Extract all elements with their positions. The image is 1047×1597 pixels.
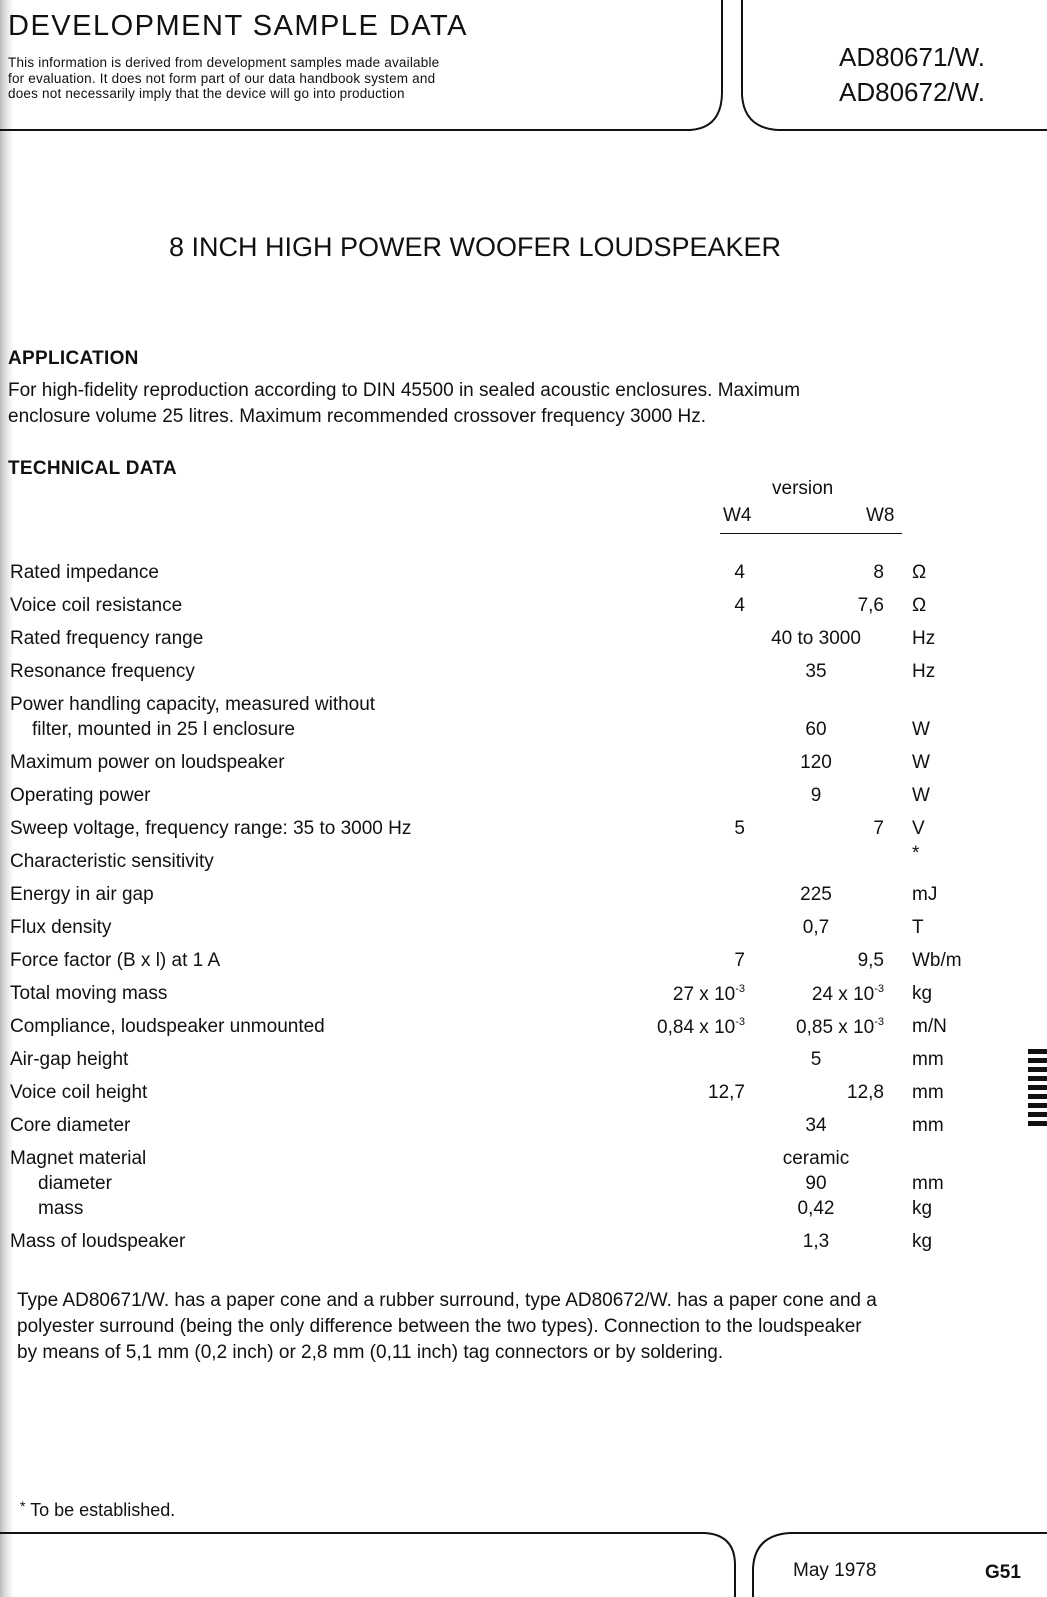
header-notice: [8, 55, 508, 102]
unit: mm: [912, 1115, 944, 1136]
table-row: [0, 562, 1047, 588]
unit: mJ: [912, 884, 938, 905]
footnote-text: To be established.: [30, 1500, 176, 1520]
table-row: [0, 1082, 1047, 1108]
notes-line: Type AD80671/W. has a paper cone and a rubber surround, type AD80672/W. has a paper cone and a: [17, 1290, 877, 1311]
table-row: [0, 884, 1047, 910]
unit: mm: [912, 1173, 944, 1194]
row-label: Flux density: [10, 917, 112, 938]
header-notice-line: This information is derived from development samples made available: [8, 55, 440, 70]
table-row: [0, 628, 1047, 654]
w8-value: 7: [873, 818, 884, 839]
common-value: 0,42: [797, 1198, 835, 1219]
tab-mark: [1028, 1058, 1047, 1063]
part-number-2: AD80672/W.: [839, 77, 985, 107]
row-label: Force factor (B x l) at 1 A: [10, 950, 221, 971]
row-label: Rated frequency range: [10, 628, 204, 649]
notes-line: by means of 5,1 mm (0,2 inch) or 2,8 mm (0,11 inch) tag connectors or by soldering.: [17, 1342, 724, 1363]
common-value: 40 to 3000: [771, 628, 861, 649]
application-heading: APPLICATION: [8, 348, 139, 369]
column-header-w4: W4: [723, 505, 752, 526]
version-label: version: [772, 478, 834, 499]
unit: Ω: [912, 595, 927, 616]
w4-value: 7: [734, 950, 745, 971]
technical-data-heading: TECHNICAL DATA: [8, 458, 177, 479]
table-row: [0, 595, 1047, 621]
common-value: 225: [800, 884, 832, 905]
w8-value: 0,85 x $10^{-3}$: [796, 1016, 884, 1038]
unit: kg: [912, 1231, 933, 1252]
w4-value: 5: [734, 818, 745, 839]
unit: T: [912, 917, 924, 938]
w8-value: 12,8: [847, 1082, 884, 1103]
application-line: enclosure volume 25 litres. Maximum recommended crossover frequency 3000 Hz.: [8, 406, 707, 427]
page-number: G51: [985, 1562, 1021, 1583]
common-value: 35: [805, 661, 827, 682]
footnote-mark: *: [912, 843, 920, 864]
unit: kg: [912, 983, 933, 1004]
table-row: [0, 694, 1047, 740]
common-value: 120: [800, 752, 832, 773]
unit: kg: [912, 1198, 933, 1219]
unit: Ω: [912, 562, 927, 583]
table-row: [0, 1016, 1047, 1042]
row-label: Energy in air gap: [10, 884, 154, 905]
tab-mark: [1028, 1103, 1047, 1108]
table-row: [0, 983, 1047, 1009]
w8-value: 8: [873, 562, 884, 583]
w4-value: 0,84 x $10^{-3}$: [657, 1016, 745, 1038]
unit: W: [912, 785, 930, 806]
footer-date: May 1978: [793, 1560, 877, 1581]
table-row: [0, 785, 1047, 811]
notes-paragraph: [17, 1288, 977, 1366]
row-label: Resonance frequency: [10, 661, 195, 682]
row-label: Characteristic sensitivity: [10, 851, 214, 872]
w8-value: 24 x $10^{-3}$: [811, 983, 884, 1005]
tab-mark: [1028, 1112, 1047, 1117]
row-sublabel: mass: [38, 1198, 84, 1219]
row-label: Air-gap height: [10, 1049, 129, 1070]
w8-value: 9,5: [857, 950, 884, 971]
notes-line: polyester surround (being the only difference between the two types). Connection to the loudspeaker: [17, 1316, 862, 1337]
application-text: [8, 378, 968, 430]
unit: Wb/m: [912, 950, 962, 971]
row-label: Mass of loudspeaker: [10, 1231, 186, 1252]
common-value: 34: [805, 1115, 827, 1136]
table-row: [0, 1198, 1047, 1224]
application-line: For high-fidelity reproduction according to DIN 45500 in sealed acoustic enclosures. Maximum: [8, 380, 801, 401]
common-value: 1,3: [802, 1231, 830, 1252]
row-label: Maximum power on loudspeaker: [10, 752, 285, 773]
table-row: [0, 950, 1047, 976]
unit: W: [912, 752, 930, 773]
tab-mark: [1028, 1085, 1047, 1090]
table-row: [0, 1231, 1047, 1257]
table-row: [0, 752, 1047, 778]
unit: V: [912, 818, 925, 839]
common-value: 9: [810, 785, 822, 806]
w4-value: 4: [734, 595, 745, 616]
row-label: Magnet material: [10, 1148, 147, 1169]
column-header-w8: W8: [866, 505, 895, 526]
w8-value: 7,6: [857, 595, 884, 616]
table-row: [0, 1148, 1047, 1174]
table-row: [0, 1173, 1047, 1199]
table-row: [0, 917, 1047, 943]
unit: m/N: [912, 1016, 947, 1037]
column-header-rule: [720, 533, 902, 534]
footnote: [20, 1498, 175, 1521]
row-label: Voice coil resistance: [10, 595, 183, 616]
unit: Hz: [912, 661, 936, 682]
unit: W: [912, 719, 930, 740]
table-row: [0, 661, 1047, 687]
row-label: Core diameter: [10, 1115, 131, 1136]
row-label: Compliance, loudspeaker unmounted: [10, 1016, 325, 1037]
table-row: [0, 818, 1047, 844]
tab-mark: [1028, 1094, 1047, 1099]
common-value: ceramic: [782, 1148, 850, 1169]
common-value: 5: [810, 1049, 822, 1070]
row-label: Power handling capacity, measured without: [10, 694, 376, 715]
row-sublabel: diameter: [38, 1173, 112, 1194]
w4-value: 4: [734, 562, 745, 583]
table-row: [0, 843, 1047, 877]
unit: mm: [912, 1082, 944, 1103]
tab-mark: [1028, 1076, 1047, 1081]
tab-mark: [1028, 1067, 1047, 1072]
row-label: Sweep voltage, frequency range: 35 to 3000 Hz: [10, 818, 412, 839]
common-value: 90: [805, 1173, 827, 1194]
tab-mark: [1028, 1049, 1047, 1054]
header-notice-line: for evaluation. It does not form part of our data handbook system and: [8, 70, 436, 86]
common-value: 60: [805, 719, 827, 740]
footnote-mark: *: [20, 1498, 26, 1514]
page-title: 8 INCH HIGH POWER WOOFER LOUDSPEAKER: [168, 232, 782, 262]
row-label: Voice coil height: [10, 1082, 148, 1103]
table-row: [0, 1049, 1047, 1075]
row-label: Operating power: [10, 785, 151, 806]
table-row: [0, 1115, 1047, 1141]
common-value: 0,7: [802, 917, 830, 938]
row-label-continuation: filter, mounted in 25 l enclosure: [32, 719, 295, 740]
part-number-1: AD80671/W.: [839, 42, 985, 72]
tab-mark: [1028, 1121, 1047, 1126]
row-label: Total moving mass: [10, 983, 168, 1004]
w4-value: 27 x $10^{-3}$: [672, 983, 745, 1005]
header-notice-line: does not necessarily imply that the device will go into production: [8, 86, 405, 101]
unit: mm: [912, 1049, 944, 1070]
unit: Hz: [912, 628, 936, 649]
header-title: DEVELOPMENT SAMPLE DATA: [8, 10, 468, 42]
row-label: Rated impedance: [10, 562, 159, 583]
w4-value: 12,7: [708, 1082, 745, 1103]
